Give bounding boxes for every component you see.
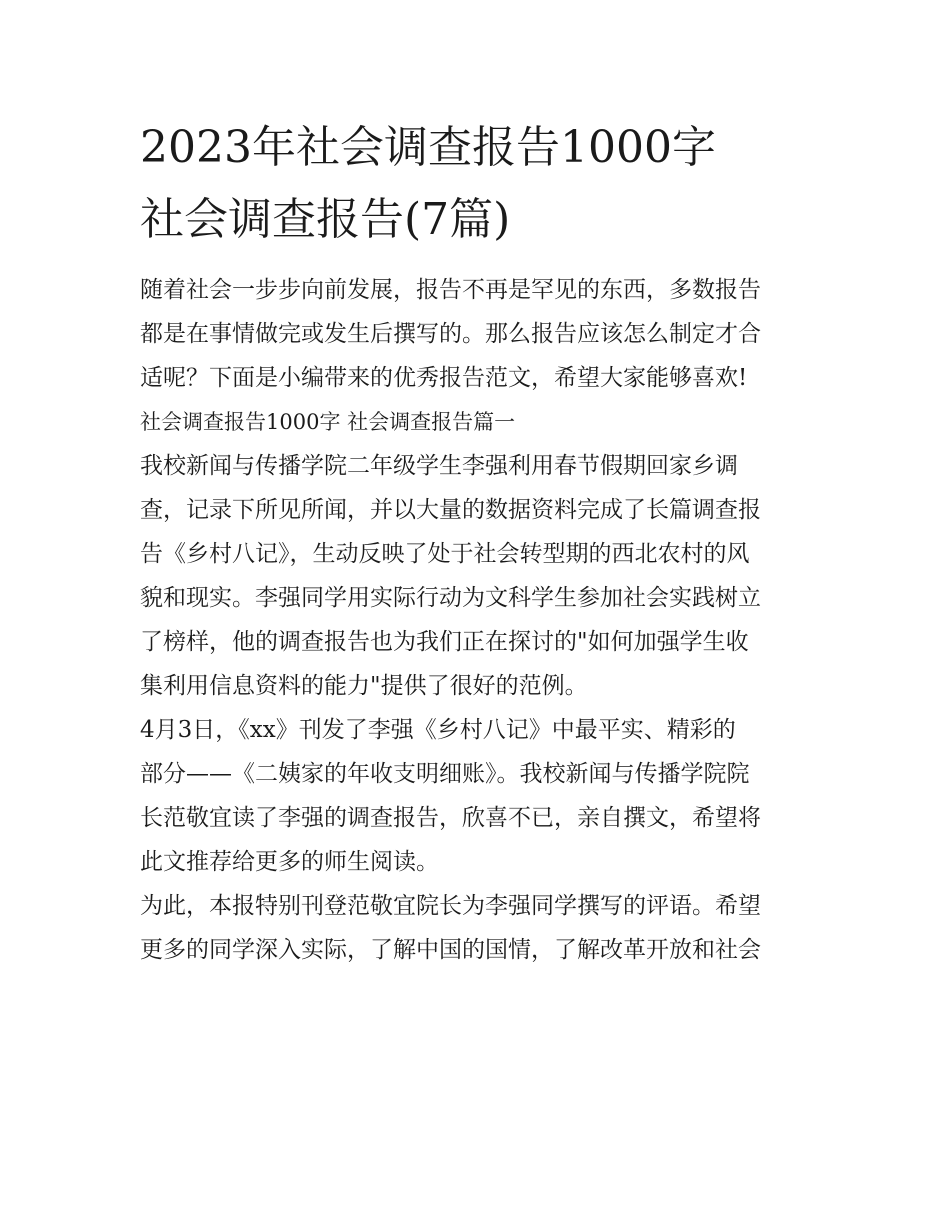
body-paragraph-2 (140, 708, 812, 884)
title-line-2: 社会调查报告(7篇) (140, 194, 511, 245)
p1-line-1: 我校新闻与传播学院二年级学生李强利用春节假期回家乡调 (140, 453, 738, 479)
p3-line-1: 为此，本报特别刊登范敬宜院长为李强同学撰写的评语。希望 (140, 893, 761, 919)
p2-line-4: 此文推荐给更多的师生阅读。 (140, 849, 439, 875)
p1-line-6: 集利用信息资料的能力"提供了很好的范例。 (140, 673, 588, 699)
p2-line-3: 长范敬宜读了李强的调查报告，欣喜不已，亲自撰文，希望将 (140, 805, 761, 831)
body-paragraph-3 (140, 884, 812, 972)
intro-line-2: 都是在事情做完或发生后撰写的。那么报告应该怎么制定才合 (140, 321, 761, 347)
intro-line-3: 适呢？下面是小编带来的优秀报告范文，希望大家能够喜欢! (140, 365, 748, 391)
title-line-1: 2023年社会调查报告1000字 (140, 122, 716, 173)
p1-line-5: 了榜样，他的调查报告也为我们正在探讨的"如何加强学生收 (140, 629, 749, 655)
document-title (140, 112, 812, 256)
intro-line-1: 随着社会一步步向前发展，报告不再是罕见的东西，多数报告 (140, 277, 761, 303)
document-page (140, 112, 812, 972)
p3-line-2: 更多的同学深入实际，了解中国的国情，了解改革开放和社会 (140, 937, 761, 963)
p1-line-2: 查，记录下所见所闻，并以大量的数据资料完成了长篇调查报 (140, 497, 761, 523)
body-paragraph-1 (140, 444, 812, 708)
p2-line-1: 4月3日，《xx》刊发了李强《乡村八记》中最平实、精彩的 (140, 717, 736, 743)
section-heading: 社会调查报告1000字 社会调查报告篇一 (140, 410, 516, 434)
intro-paragraph (140, 268, 812, 400)
p1-line-4: 貌和现实。李强同学用实际行动为文科学生参加社会实践树立 (140, 585, 761, 611)
p2-line-2: 部分——《二姨家的年收支明细账》。我校新闻与传播学院院 (140, 761, 750, 787)
p1-line-3: 告《乡村八记》，生动反映了处于社会转型期的西北农村的风 (140, 541, 750, 567)
